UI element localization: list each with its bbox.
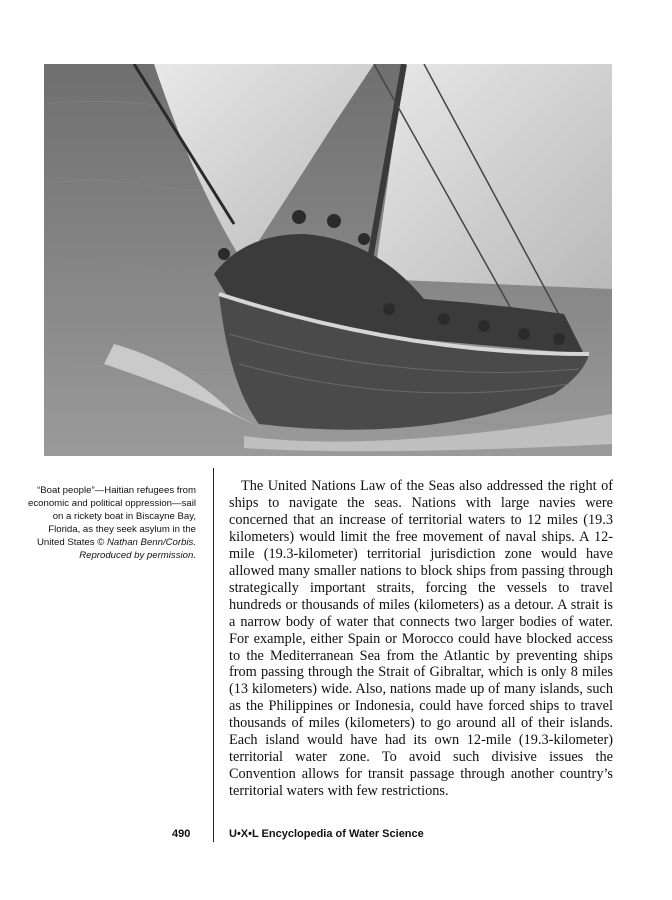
caption-text: “Boat people”—Haitian refugees from economic and political oppression—sail on a rickety boat in Biscayne Bay, Florida, as they seek asylum in the United States © <box>28 485 196 548</box>
column-divider <box>213 468 214 842</box>
body-paragraph: The United Nations Law of the Seas also addressed the right of ships to navigate the seas. Nations with large navies were concerned that an increase of territorial waters to 12 miles (19.3 kilometers) would limit the free movement of naval ships. A 12-mile (19.3-kilometer) territorial jurisdiction zone would have allowed many smaller nations to block ships from passing through strategically important straits, forcing the vessels to travel hundreds or thousands of miles (kilometers) as a detour. A strait is a narrow body of water that connects two larger bodies of water. For example, either Spain or Morocco could have blocked access to the Mediterranean Sea from the Atlantic by preventing ships from passing through the Strait of Gibraltar, which is only 8 miles (13 kilometers) wide. Also, nations made up of many islands, such as the Philippines or Indonesia, could have forced ships to travel thousands of miles (kilometers) to go around all of their islands. Each island would have had its own 12-mile (19.3-kilometer) territorial water zone. To avoid such divisive issues the Convention allows for transit passage through another country’s territorial waters with few restrictions. <box>229 478 613 800</box>
running-title: U•X•L Encyclopedia of Water Science <box>229 828 424 840</box>
photo-caption <box>28 484 196 562</box>
refugee-boat-photo <box>44 64 612 456</box>
caption-credit: Nathan Benn/Corbis. Reproduced by permission. <box>79 537 196 561</box>
sailboat-photo-icon <box>44 64 612 456</box>
page-number: 490 <box>172 828 191 840</box>
